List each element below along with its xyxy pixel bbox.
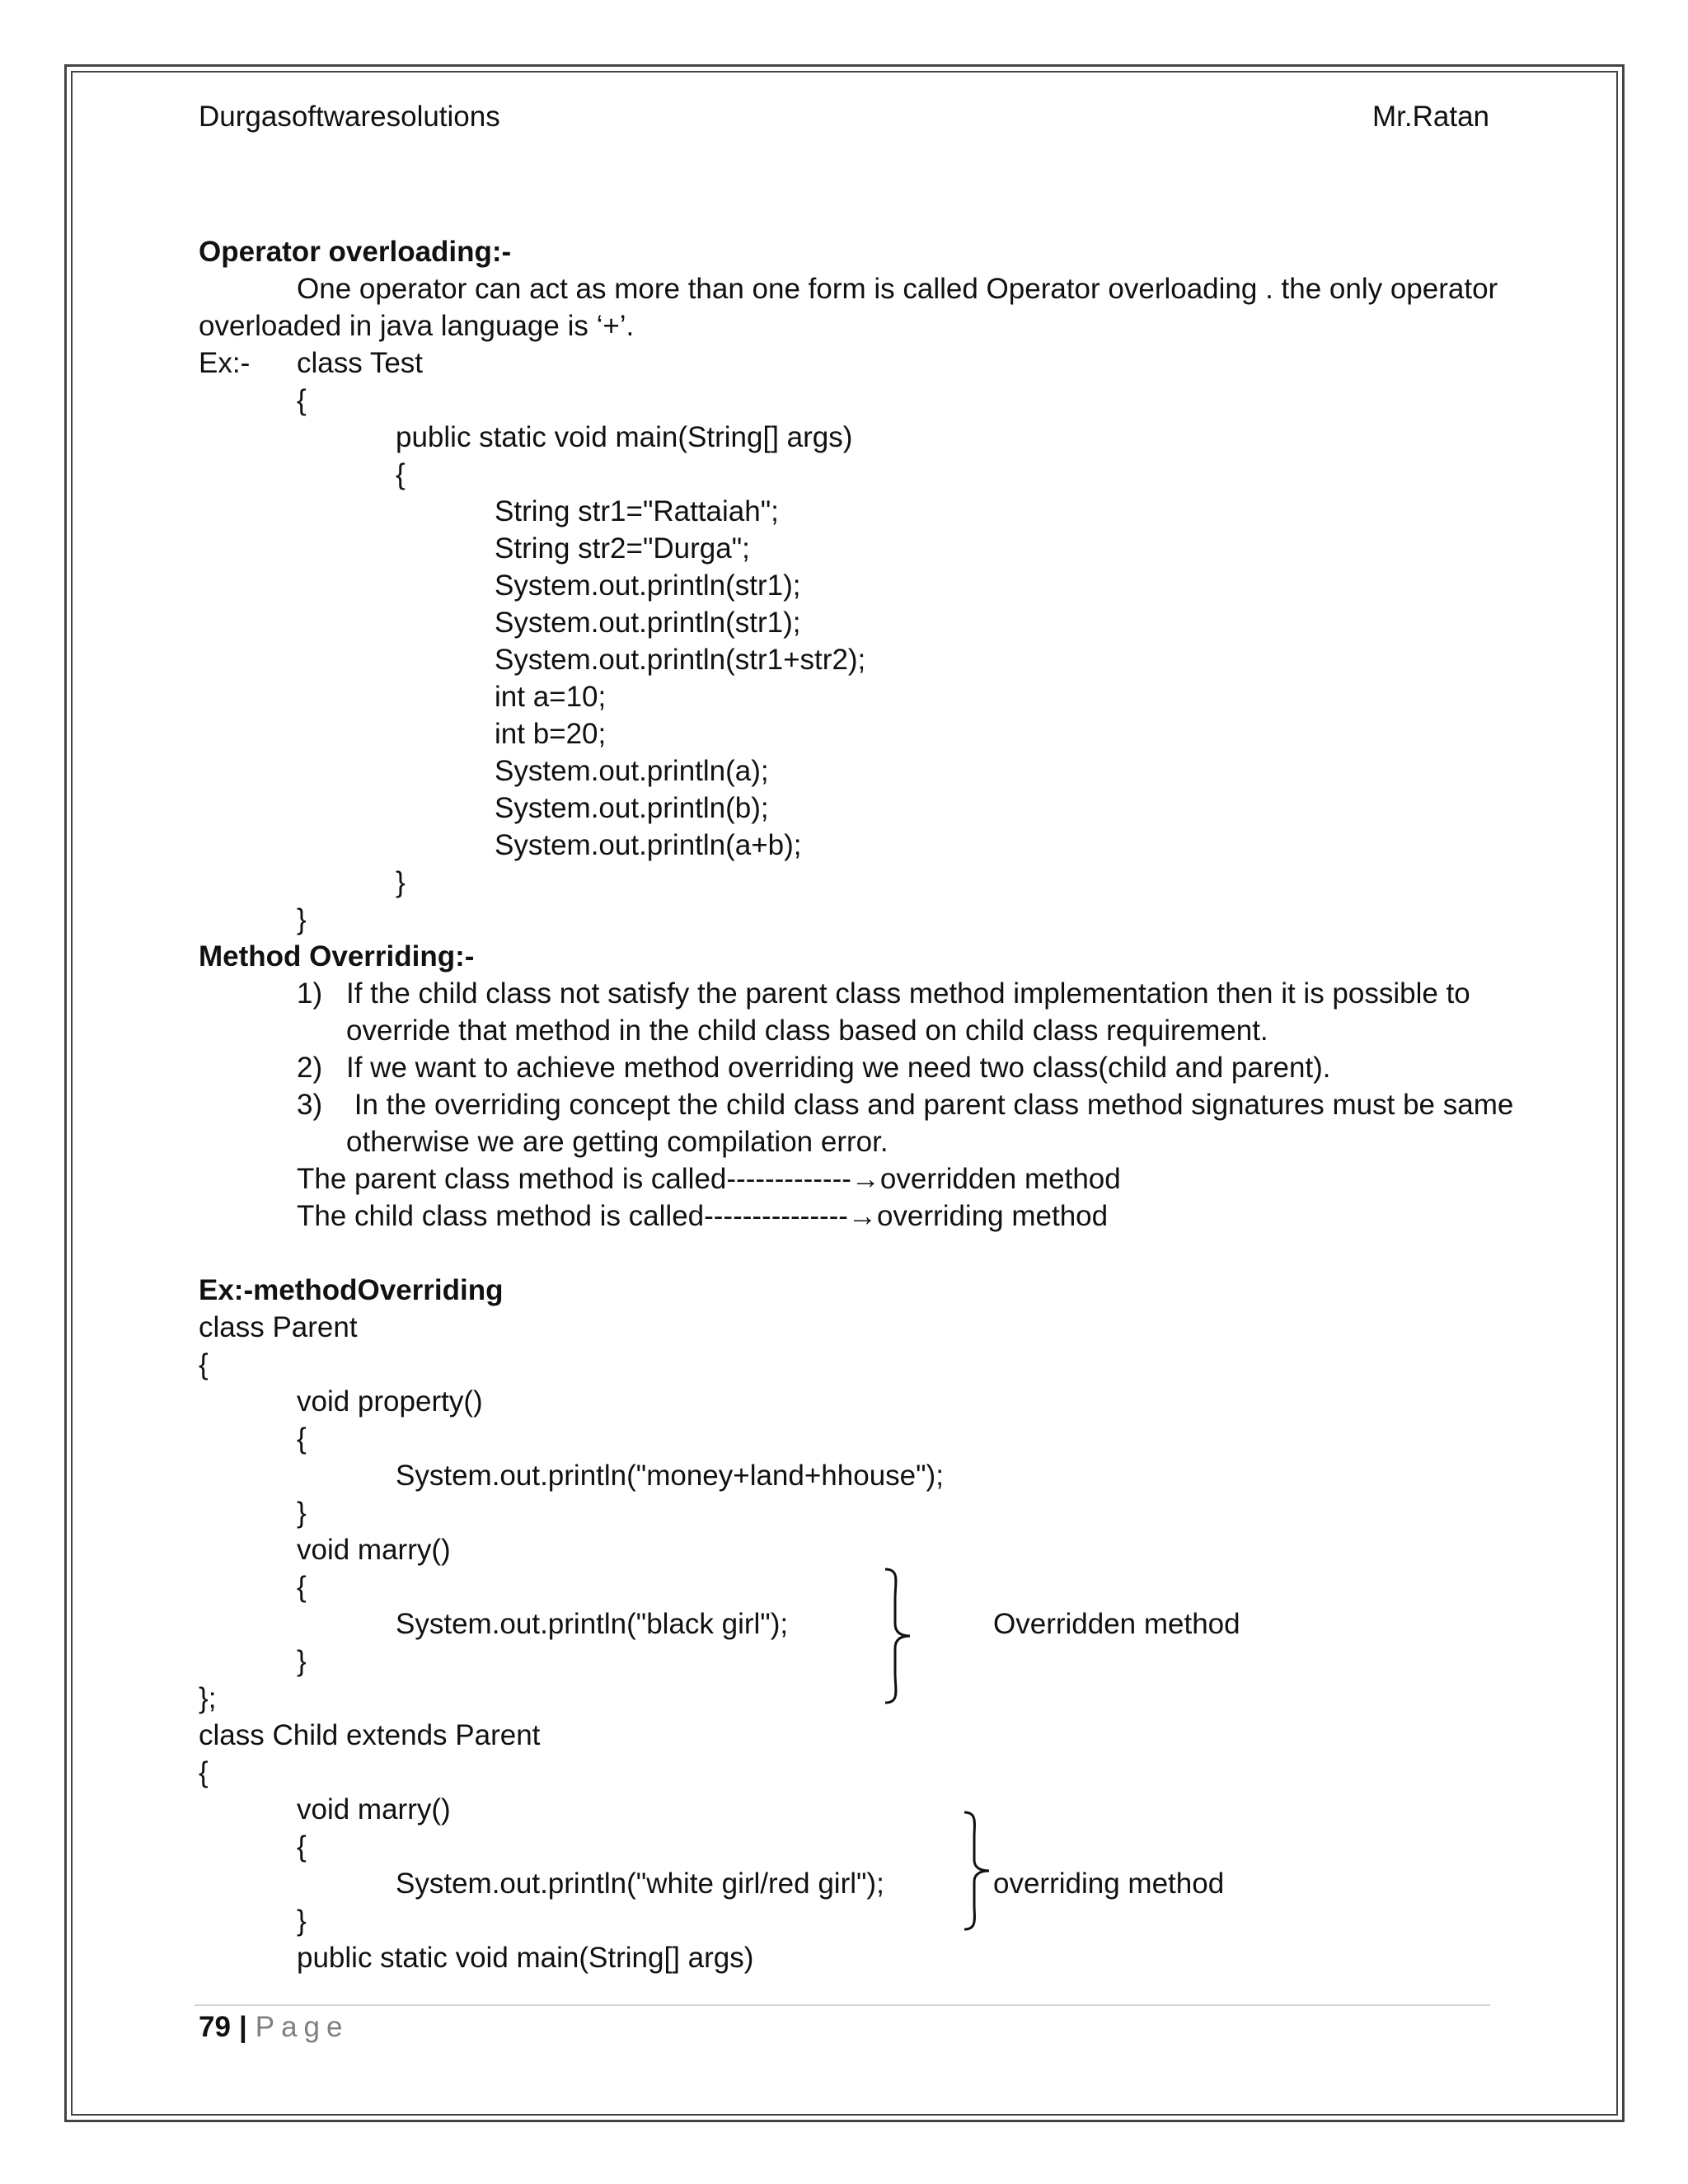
code-line: void property() xyxy=(297,1385,483,1418)
section-heading-example-method-overriding: Ex:-methodOverriding xyxy=(199,1274,504,1306)
list-item-number: 1) xyxy=(297,977,323,1010)
code-line: System.out.println(a+b); xyxy=(495,829,802,861)
code-line: public static void main(String[] args) xyxy=(396,421,853,453)
footer-rule xyxy=(195,2004,1490,2006)
code-line: public static void main(String[] args) xyxy=(297,1942,754,1974)
code-line: System.out.println("white girl/red girl"); xyxy=(396,1868,884,1900)
list-item-text: If the child class not satisfy the parent class method implementation then it is possible to xyxy=(346,977,1470,1010)
right-brace-overriding xyxy=(961,1809,994,1933)
code-line: class Test xyxy=(297,347,424,379)
code-line: System.out.println(str1); xyxy=(495,607,801,639)
header-left: Durgasoftwaresolutions xyxy=(199,101,500,133)
code-line: }; xyxy=(199,1682,217,1714)
code-line: int b=20; xyxy=(495,718,607,750)
list-item-text: otherwise we are getting compilation error. xyxy=(346,1126,889,1158)
code-line: int a=10; xyxy=(495,681,607,713)
annotation-overridden-method: Overridden method xyxy=(993,1608,1240,1640)
right-brace-overridden xyxy=(882,1566,915,1706)
called-line-parent: The parent class method is called-------------→overridden method xyxy=(297,1163,1121,1195)
paragraph-line: overloaded in java language is ‘+’. xyxy=(199,310,635,342)
code-line: class Parent xyxy=(199,1311,358,1343)
paragraph-line: One operator can act as more than one form is called Operator overloading . the only operator xyxy=(297,273,1498,305)
code-line: { xyxy=(199,1756,209,1788)
list-item-text: In the overriding concept the child class and parent class method signatures must be same xyxy=(346,1089,1514,1121)
page-footer xyxy=(199,2009,349,2046)
code-line: System.out.println(b); xyxy=(495,792,769,824)
list-item-text: If we want to achieve method overriding we need two class(child and parent). xyxy=(346,1052,1331,1084)
code-line: { xyxy=(396,458,406,490)
called-line-child: The child class method is called---------------→overriding method xyxy=(297,1200,1109,1232)
code-line: System.out.println("black girl"); xyxy=(396,1608,789,1640)
section-heading-operator-overloading: Operator overloading:- xyxy=(199,236,512,268)
code-line: System.out.println(str1); xyxy=(495,569,801,602)
code-line: void marry() xyxy=(297,1793,451,1825)
code-line: System.out.println(str1+str2); xyxy=(495,644,866,676)
header-right: Mr.Ratan xyxy=(1372,101,1489,133)
page-number: 79 xyxy=(199,2011,231,2043)
list-item-number: 3) xyxy=(297,1089,323,1121)
code-line: { xyxy=(199,1348,209,1380)
annotation-overriding-method: overriding method xyxy=(993,1868,1225,1900)
code-line: { xyxy=(297,1830,307,1863)
code-line: { xyxy=(297,1422,307,1455)
section-heading-method-overriding: Method Overriding:- xyxy=(199,940,475,972)
code-line: void marry() xyxy=(297,1534,451,1566)
code-line: } xyxy=(297,1905,307,1937)
code-line: String str1="Rattaiah"; xyxy=(495,495,779,527)
code-line: } xyxy=(297,903,307,935)
code-line: System.out.println(a); xyxy=(495,755,769,787)
code-line: String str2="Durga"; xyxy=(495,532,750,565)
list-item-number: 2) xyxy=(297,1052,323,1084)
code-line: class Child extends Parent xyxy=(199,1719,541,1751)
code-line: System.out.println("money+land+hhouse"); xyxy=(396,1460,944,1492)
code-line: } xyxy=(396,866,406,898)
code-line: } xyxy=(297,1645,307,1677)
code-line: } xyxy=(297,1497,307,1529)
footer-separator: | xyxy=(238,2011,247,2043)
example-label: Ex:- xyxy=(199,347,251,379)
code-line: { xyxy=(297,1571,307,1603)
code-line: { xyxy=(297,384,307,416)
list-item-text: override that method in the child class based on child class requirement. xyxy=(346,1015,1268,1047)
page-label: Page xyxy=(255,2011,349,2043)
